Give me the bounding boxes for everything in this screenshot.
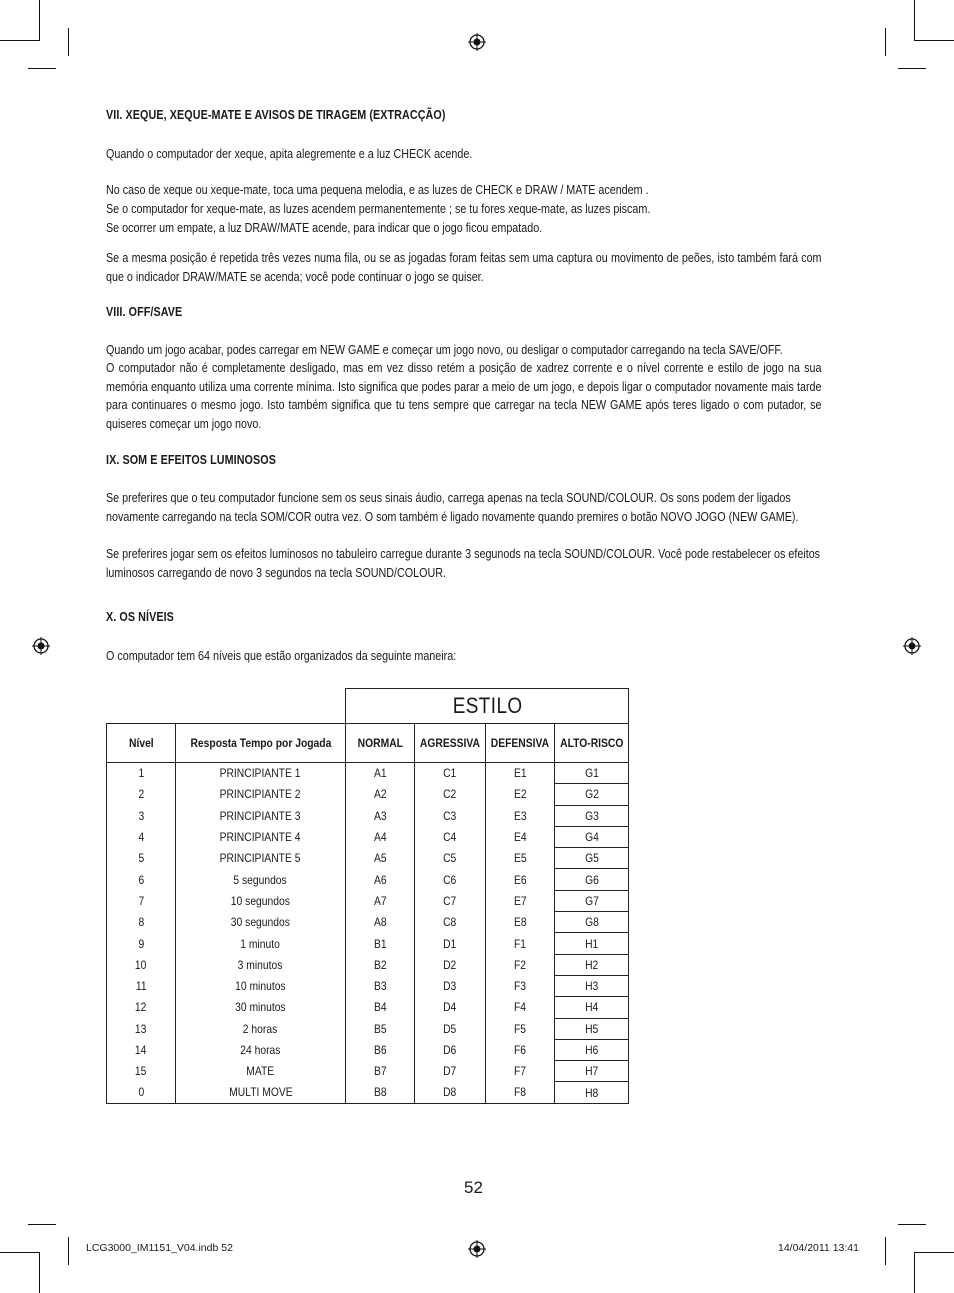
cell-response-time: 10 segundos xyxy=(176,890,346,911)
cell-aggressive: C4 xyxy=(415,826,486,847)
cell-level: 11 xyxy=(107,975,176,996)
cell-aggressive: D4 xyxy=(415,997,486,1018)
cell-response-time: 30 minutos xyxy=(176,997,346,1018)
cell-normal: A4 xyxy=(346,826,415,847)
footer-date: 14/04/2011 13:41 xyxy=(778,1242,859,1254)
cell-response-time: 2 horas xyxy=(176,1018,346,1039)
section-x-title: X. OS NÍVEIS xyxy=(106,610,174,624)
table-row xyxy=(107,1061,629,1082)
cell-response-time: 5 segundos xyxy=(176,869,346,890)
cell-normal: B5 xyxy=(346,1018,415,1039)
cell-aggressive: C5 xyxy=(415,848,486,869)
cell-aggressive: C3 xyxy=(415,805,486,826)
section-ix-p2-line1: Se preferires jogar sem os efeitos luminosos no tabuleiro carregue durante 3 segunods na tecla SOUND/COLOUR. Você pode restabelecer os efeitos xyxy=(106,547,821,561)
section-x-p1: O computador tem 64 níveis que estão organizados da seguinte maneira: xyxy=(106,649,457,663)
cell-high-risk: H7 xyxy=(554,1061,629,1082)
cell-normal: A3 xyxy=(346,805,415,826)
cell-aggressive: D3 xyxy=(415,975,486,996)
cell-aggressive: D7 xyxy=(415,1061,486,1082)
cell-level: 13 xyxy=(107,1018,176,1039)
table-row xyxy=(107,933,629,954)
cell-defensive: F1 xyxy=(486,933,555,954)
cell-response-time: 10 minutos xyxy=(176,975,346,996)
section-vii-p2-line1: No caso de xeque ou xeque-mate, toca uma pequena melodia, e as luzes de CHECK e DRAW / MATE acendem . xyxy=(106,183,649,197)
cell-defensive: F7 xyxy=(486,1061,555,1082)
cell-normal: B1 xyxy=(346,933,415,954)
cell-normal: B6 xyxy=(346,1039,415,1060)
cell-response-time: 3 minutos xyxy=(176,954,346,975)
cell-high-risk: G8 xyxy=(554,912,629,933)
section-vii-p1: Quando o computador der xeque, apita alegremente e a luz CHECK acende. xyxy=(106,147,473,161)
cell-aggressive: C7 xyxy=(415,890,486,911)
cell-defensive: F8 xyxy=(486,1082,555,1103)
cell-response-time: 1 minuto xyxy=(176,933,346,954)
cell-level: 15 xyxy=(107,1061,176,1082)
footer-file-info: LCG3000_IM1151_V04.indb 52 xyxy=(86,1242,233,1254)
section-viii-p1: Quando um jogo acabar, podes carregar em NEW GAME e começar um jogo novo, ou desligar o computador carregando na tecla SAVE/OFF. xyxy=(106,343,783,357)
cell-normal: A1 xyxy=(346,763,415,784)
cell-response-time: 30 segundos xyxy=(176,912,346,933)
cell-level: 14 xyxy=(107,1039,176,1060)
section-vii-p3: Se a mesma posição é repetida três vezes numa fila, ou se as jogadas foram feitas sem uma captura ou movimento de peões, isto também fará com que o indicador DRAW/MATE se acenda; você pode continuar o jogo se quiser. xyxy=(106,251,822,284)
cell-high-risk: G4 xyxy=(554,826,629,847)
cell-response-time: PRINCIPIANTE 3 xyxy=(176,805,346,826)
cell-aggressive: C6 xyxy=(415,869,486,890)
section-ix-p1-line2: novamente carregando na tecla SOM/COR outra vez. O som também é ligado novamente quando premires o botão NOVO JOGO (NEW GAME). xyxy=(106,510,799,524)
column-header-normal: NORMAL xyxy=(346,724,415,763)
column-header-level: Nível xyxy=(107,724,176,763)
cell-high-risk: G2 xyxy=(554,784,629,805)
cell-normal: A7 xyxy=(346,890,415,911)
cell-high-risk: G6 xyxy=(554,869,629,890)
cell-normal: B4 xyxy=(346,997,415,1018)
cell-response-time: MATE xyxy=(176,1061,346,1082)
cell-high-risk: G1 xyxy=(554,763,629,784)
cell-level: 6 xyxy=(107,869,176,890)
table-row xyxy=(107,805,629,826)
page-number: 52 xyxy=(464,1178,483,1197)
cell-aggressive: D6 xyxy=(415,1039,486,1060)
cell-level: 1 xyxy=(107,763,176,784)
cell-aggressive: C2 xyxy=(415,784,486,805)
table-row xyxy=(107,975,629,996)
section-viii-title: VIII. OFF/SAVE xyxy=(106,305,183,319)
cell-level: 4 xyxy=(107,826,176,847)
section-ix-p2-line2: luminosos carregando de novo 3 segundos na tecla SOUND/COLOUR. xyxy=(106,566,446,580)
cell-response-time: PRINCIPIANTE 1 xyxy=(176,763,346,784)
cell-high-risk: H4 xyxy=(554,997,629,1018)
table-blank-corner xyxy=(107,689,346,724)
cell-level: 7 xyxy=(107,890,176,911)
cell-defensive: E1 xyxy=(486,763,555,784)
section-vii-p2-line2: Se o computador for xeque-mate, as luzes acendem permanentemente ; se tu fores xeque-mate, as luzes piscam. xyxy=(106,202,651,216)
section-vii-title: VII. XEQUE, XEQUE-MATE E AVISOS DE TIRAGEM (EXTRACÇÃO) xyxy=(106,108,446,122)
cell-defensive: F6 xyxy=(486,1039,555,1060)
cell-defensive: E6 xyxy=(486,869,555,890)
cell-defensive: F5 xyxy=(486,1018,555,1039)
style-group-header: ESTILO xyxy=(346,689,629,724)
column-header-response-time: Resposta Tempo por Jogada xyxy=(176,724,346,763)
section-ix-title: IX. SOM E EFEITOS LUMINOSOS xyxy=(106,453,276,467)
section-ix-p1-line1: Se preferires que o teu computador funcione sem os seus sinais áudio, carrega apenas na tecla SOUND/COLOUR. Os sons podem der ligados xyxy=(106,491,791,505)
cell-level: 12 xyxy=(107,997,176,1018)
cell-defensive: F2 xyxy=(486,954,555,975)
cell-aggressive: D2 xyxy=(415,954,486,975)
cell-high-risk: H1 xyxy=(554,933,629,954)
cell-defensive: E7 xyxy=(486,890,555,911)
cell-normal: B7 xyxy=(346,1061,415,1082)
cell-response-time: PRINCIPIANTE 5 xyxy=(176,848,346,869)
cell-level: 5 xyxy=(107,848,176,869)
cell-high-risk: G3 xyxy=(554,805,629,826)
section-vii-p2-line3: Se ocorrer um empate, a luz DRAW/MATE acende, para indicar que o jogo ficou empatado. xyxy=(106,221,543,235)
cell-level: 3 xyxy=(107,805,176,826)
cell-response-time: PRINCIPIANTE 4 xyxy=(176,826,346,847)
cell-aggressive: C1 xyxy=(415,763,486,784)
table-row xyxy=(107,784,629,805)
table-row xyxy=(107,1039,629,1060)
registration-mark-icon xyxy=(32,637,50,655)
cell-normal: A5 xyxy=(346,848,415,869)
table-row xyxy=(107,1018,629,1039)
levels-table-body xyxy=(107,763,629,1104)
cell-defensive: E4 xyxy=(486,826,555,847)
cell-high-risk: H6 xyxy=(554,1039,629,1060)
section-viii-p2: O computador não é completamente desligado, mas em vez disso retém a posição de xadrez corrente e o nível corrente e estilo de jogo na sua memória enquanto utiliza uma corrente mínima. Isto significa que podes parar a meio de um jogo, e depois ligar o computador novamente mais tarde para continuares o mesmo jogo. Isto também significa que tu tens sempre que carregar na tecla NEW GAME após teres ligado o com putador, se quiseres começar um jogo novo. xyxy=(106,361,822,431)
table-row xyxy=(107,912,629,933)
cell-high-risk: G7 xyxy=(554,890,629,911)
cell-defensive: E3 xyxy=(486,805,555,826)
cell-response-time: PRINCIPIANTE 2 xyxy=(176,784,346,805)
registration-mark-icon xyxy=(468,1240,486,1258)
cell-level: 8 xyxy=(107,912,176,933)
cell-defensive: F4 xyxy=(486,997,555,1018)
cell-high-risk: H5 xyxy=(554,1018,629,1039)
table-row xyxy=(107,890,629,911)
cell-defensive: E8 xyxy=(486,912,555,933)
column-header-aggressive: AGRESSIVA xyxy=(415,724,486,763)
table-row xyxy=(107,848,629,869)
cell-high-risk: G5 xyxy=(554,848,629,869)
table-row xyxy=(107,1082,629,1103)
cell-normal: B3 xyxy=(346,975,415,996)
table-row xyxy=(107,826,629,847)
cell-aggressive: D5 xyxy=(415,1018,486,1039)
table-row xyxy=(107,763,629,784)
table-row xyxy=(107,997,629,1018)
cell-normal: A8 xyxy=(346,912,415,933)
cell-normal: A2 xyxy=(346,784,415,805)
cell-normal: A6 xyxy=(346,869,415,890)
registration-mark-icon xyxy=(903,637,921,655)
cell-high-risk: H3 xyxy=(554,975,629,996)
cell-response-time: MULTI MOVE xyxy=(176,1082,346,1103)
cell-response-time: 24 horas xyxy=(176,1039,346,1060)
cell-level: 9 xyxy=(107,933,176,954)
cell-normal: B2 xyxy=(346,954,415,975)
column-header-defensive: DEFENSIVA xyxy=(486,724,555,763)
cell-aggressive: D1 xyxy=(415,933,486,954)
cell-high-risk: H8 xyxy=(554,1082,629,1103)
registration-mark-icon xyxy=(468,33,486,51)
cell-level: 0 xyxy=(107,1082,176,1103)
cell-level: 2 xyxy=(107,784,176,805)
cell-aggressive: C8 xyxy=(415,912,486,933)
cell-normal: B8 xyxy=(346,1082,415,1103)
cell-defensive: E2 xyxy=(486,784,555,805)
table-row xyxy=(107,954,629,975)
table-row xyxy=(107,869,629,890)
cell-defensive: F3 xyxy=(486,975,555,996)
cell-aggressive: D8 xyxy=(415,1082,486,1103)
levels-table xyxy=(106,688,629,1104)
cell-level: 10 xyxy=(107,954,176,975)
cell-defensive: E5 xyxy=(486,848,555,869)
column-header-high-risk: ALTO-RISCO xyxy=(554,724,629,763)
cell-high-risk: H2 xyxy=(554,954,629,975)
